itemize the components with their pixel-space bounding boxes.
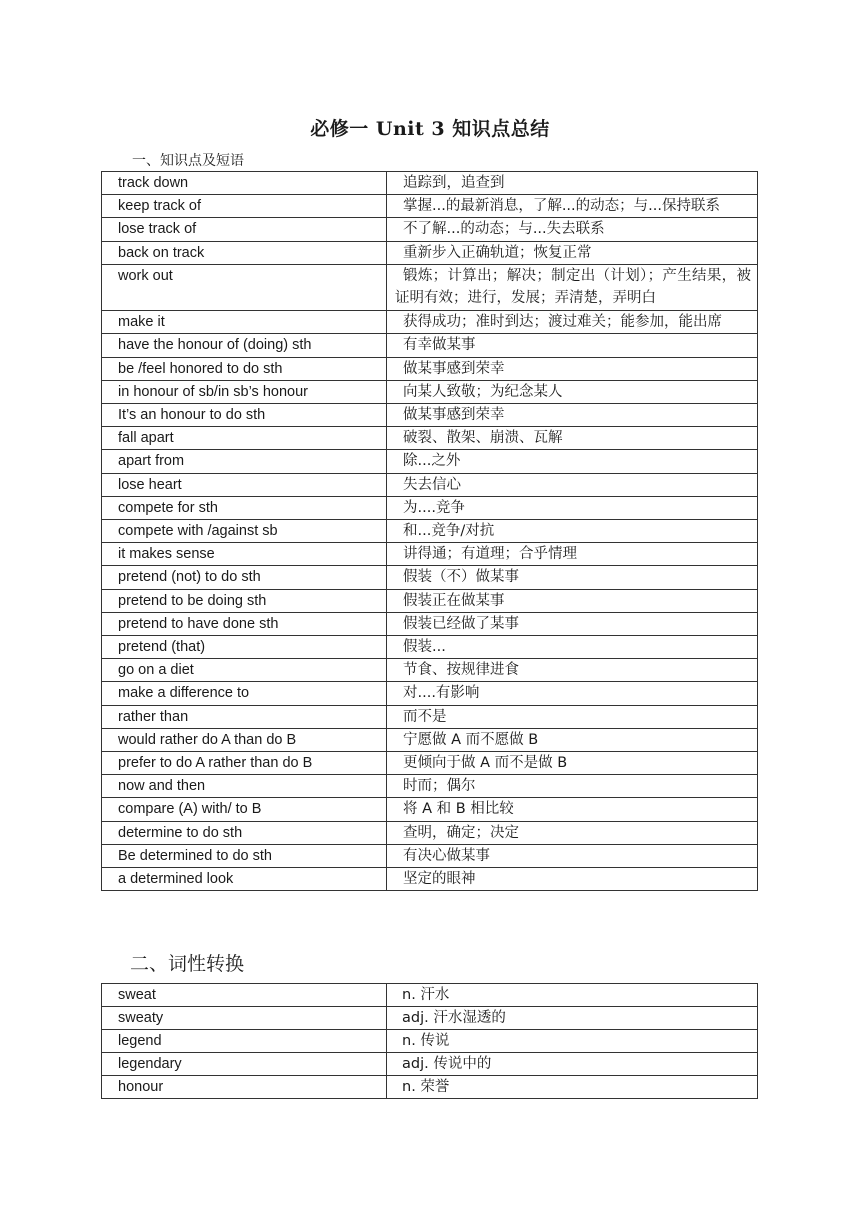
table-row [102, 751, 758, 774]
table-row [102, 1076, 758, 1099]
table-row [102, 612, 758, 635]
table-row [102, 1030, 758, 1053]
table-row [102, 821, 758, 844]
meaning-cell: n. 汗水 [387, 984, 758, 1007]
table-row [102, 589, 758, 612]
term-cell: lose heart [102, 473, 387, 496]
term-cell: have the honour of (doing) sth [102, 334, 387, 357]
meaning-cell: 不了解...的动态；与...失去联系 [387, 218, 758, 241]
meaning-cell: 做某事感到荣幸 [387, 403, 758, 426]
table-row [102, 543, 758, 566]
meaning-cell: 锻炼；计算出；解决；制定出（计划）；产生结果，被证明有效；进行，发展；弄清楚，弄明白 [387, 264, 758, 310]
meaning-cell: 掌握...的最新消息，了解...的动态；与...保持联系 [387, 195, 758, 218]
table-row [102, 659, 758, 682]
section-heading-word-forms: 二、词性转换 [130, 953, 245, 975]
term-cell: work out [102, 264, 387, 310]
word-forms-table [101, 983, 758, 1099]
meaning-cell: 做某事感到荣幸 [387, 357, 758, 380]
meaning-cell: 破裂、散架、崩溃、瓦解 [387, 427, 758, 450]
term-cell: would rather do A than do B [102, 728, 387, 751]
table-row [102, 1053, 758, 1076]
meaning-cell: adj. 汗水湿透的 [387, 1007, 758, 1030]
term-cell: track down [102, 172, 387, 195]
table-row [102, 775, 758, 798]
term-cell: honour [102, 1076, 387, 1099]
term-cell: be /feel honored to do sth [102, 357, 387, 380]
term-cell: rather than [102, 705, 387, 728]
table-row [102, 496, 758, 519]
term-cell: It’s an honour to do sth [102, 403, 387, 426]
table-row [102, 705, 758, 728]
meaning-cell: 时而；偶尔 [387, 775, 758, 798]
table-row [102, 473, 758, 496]
meaning-cell: 讲得通；有道理；合乎情理 [387, 543, 758, 566]
table-row [102, 798, 758, 821]
table-row [102, 984, 758, 1007]
table-row [102, 380, 758, 403]
term-cell: sweaty [102, 1007, 387, 1030]
term-cell: compete with /against sb [102, 519, 387, 542]
table-row [102, 635, 758, 658]
term-cell: prefer to do A rather than do B [102, 751, 387, 774]
table-row [102, 403, 758, 426]
meaning-cell: 失去信心 [387, 473, 758, 496]
term-cell: make a difference to [102, 682, 387, 705]
table-row [102, 450, 758, 473]
term-cell: a determined look [102, 867, 387, 890]
term-cell: Be determined to do sth [102, 844, 387, 867]
meaning-cell: n. 荣誉 [387, 1076, 758, 1099]
meaning-cell: 而不是 [387, 705, 758, 728]
table-row [102, 844, 758, 867]
term-cell: go on a diet [102, 659, 387, 682]
term-cell: make it [102, 310, 387, 334]
term-cell: in honour of sb/in sb’s honour [102, 380, 387, 403]
table-row [102, 264, 758, 310]
table-row [102, 172, 758, 195]
term-cell: compete for sth [102, 496, 387, 519]
term-cell: pretend (that) [102, 635, 387, 658]
meaning-cell: 假装... [387, 635, 758, 658]
meaning-cell: 假装正在做某事 [387, 589, 758, 612]
term-cell: sweat [102, 984, 387, 1007]
term-cell: it makes sense [102, 543, 387, 566]
table-row [102, 218, 758, 241]
table-row [102, 566, 758, 589]
meaning-cell: 节食、按规律进食 [387, 659, 758, 682]
term-cell: lose track of [102, 218, 387, 241]
meaning-cell: 和...竞争/对抗 [387, 519, 758, 542]
meaning-cell: 追踪到，追查到 [387, 172, 758, 195]
term-cell: determine to do sth [102, 821, 387, 844]
term-cell: apart from [102, 450, 387, 473]
table-row [102, 1007, 758, 1030]
term-cell: pretend (not) to do sth [102, 566, 387, 589]
term-cell: legendary [102, 1053, 387, 1076]
term-cell: fall apart [102, 427, 387, 450]
meaning-cell: 有幸做某事 [387, 334, 758, 357]
meaning-cell: 重新步入正确轨道；恢复正常 [387, 241, 758, 264]
meaning-cell: 对....有影响 [387, 682, 758, 705]
table-row [102, 867, 758, 890]
page-title: 必修一 Unit 3 知识点总结 [310, 118, 550, 140]
term-cell: back on track [102, 241, 387, 264]
table-row [102, 334, 758, 357]
meaning-cell: 假装（不）做某事 [387, 566, 758, 589]
meaning-cell: 获得成功；准时到达；渡过难关；能参加，能出席 [387, 310, 758, 334]
meaning-cell: 将 A 和 B 相比较 [387, 798, 758, 821]
table-row [102, 682, 758, 705]
meaning-cell: 有决心做某事 [387, 844, 758, 867]
meaning-cell: 更倾向于做 A 而不是做 B [387, 751, 758, 774]
term-cell: now and then [102, 775, 387, 798]
meaning-cell: 除...之外 [387, 450, 758, 473]
meaning-cell: 向某人致敬；为纪念某人 [387, 380, 758, 403]
term-cell: legend [102, 1030, 387, 1053]
phrases-table [101, 171, 758, 891]
meaning-cell: adj. 传说中的 [387, 1053, 758, 1076]
meaning-cell: 为....竞争 [387, 496, 758, 519]
table-row [102, 427, 758, 450]
meaning-cell: n. 传说 [387, 1030, 758, 1053]
meaning-cell: 假装已经做了某事 [387, 612, 758, 635]
meaning-cell: 查明，确定；决定 [387, 821, 758, 844]
table-row [102, 241, 758, 264]
meaning-cell: 宁愿做 A 而不愿做 B [387, 728, 758, 751]
term-cell: pretend to be doing sth [102, 589, 387, 612]
term-cell: pretend to have done sth [102, 612, 387, 635]
term-cell: keep track of [102, 195, 387, 218]
table-row [102, 195, 758, 218]
table-row [102, 310, 758, 334]
term-cell: compare (A) with/ to B [102, 798, 387, 821]
table-row [102, 728, 758, 751]
table-row [102, 357, 758, 380]
meaning-cell: 坚定的眼神 [387, 867, 758, 890]
table-row [102, 519, 758, 542]
section-heading-phrases: 一、知识点及短语 [132, 153, 244, 169]
